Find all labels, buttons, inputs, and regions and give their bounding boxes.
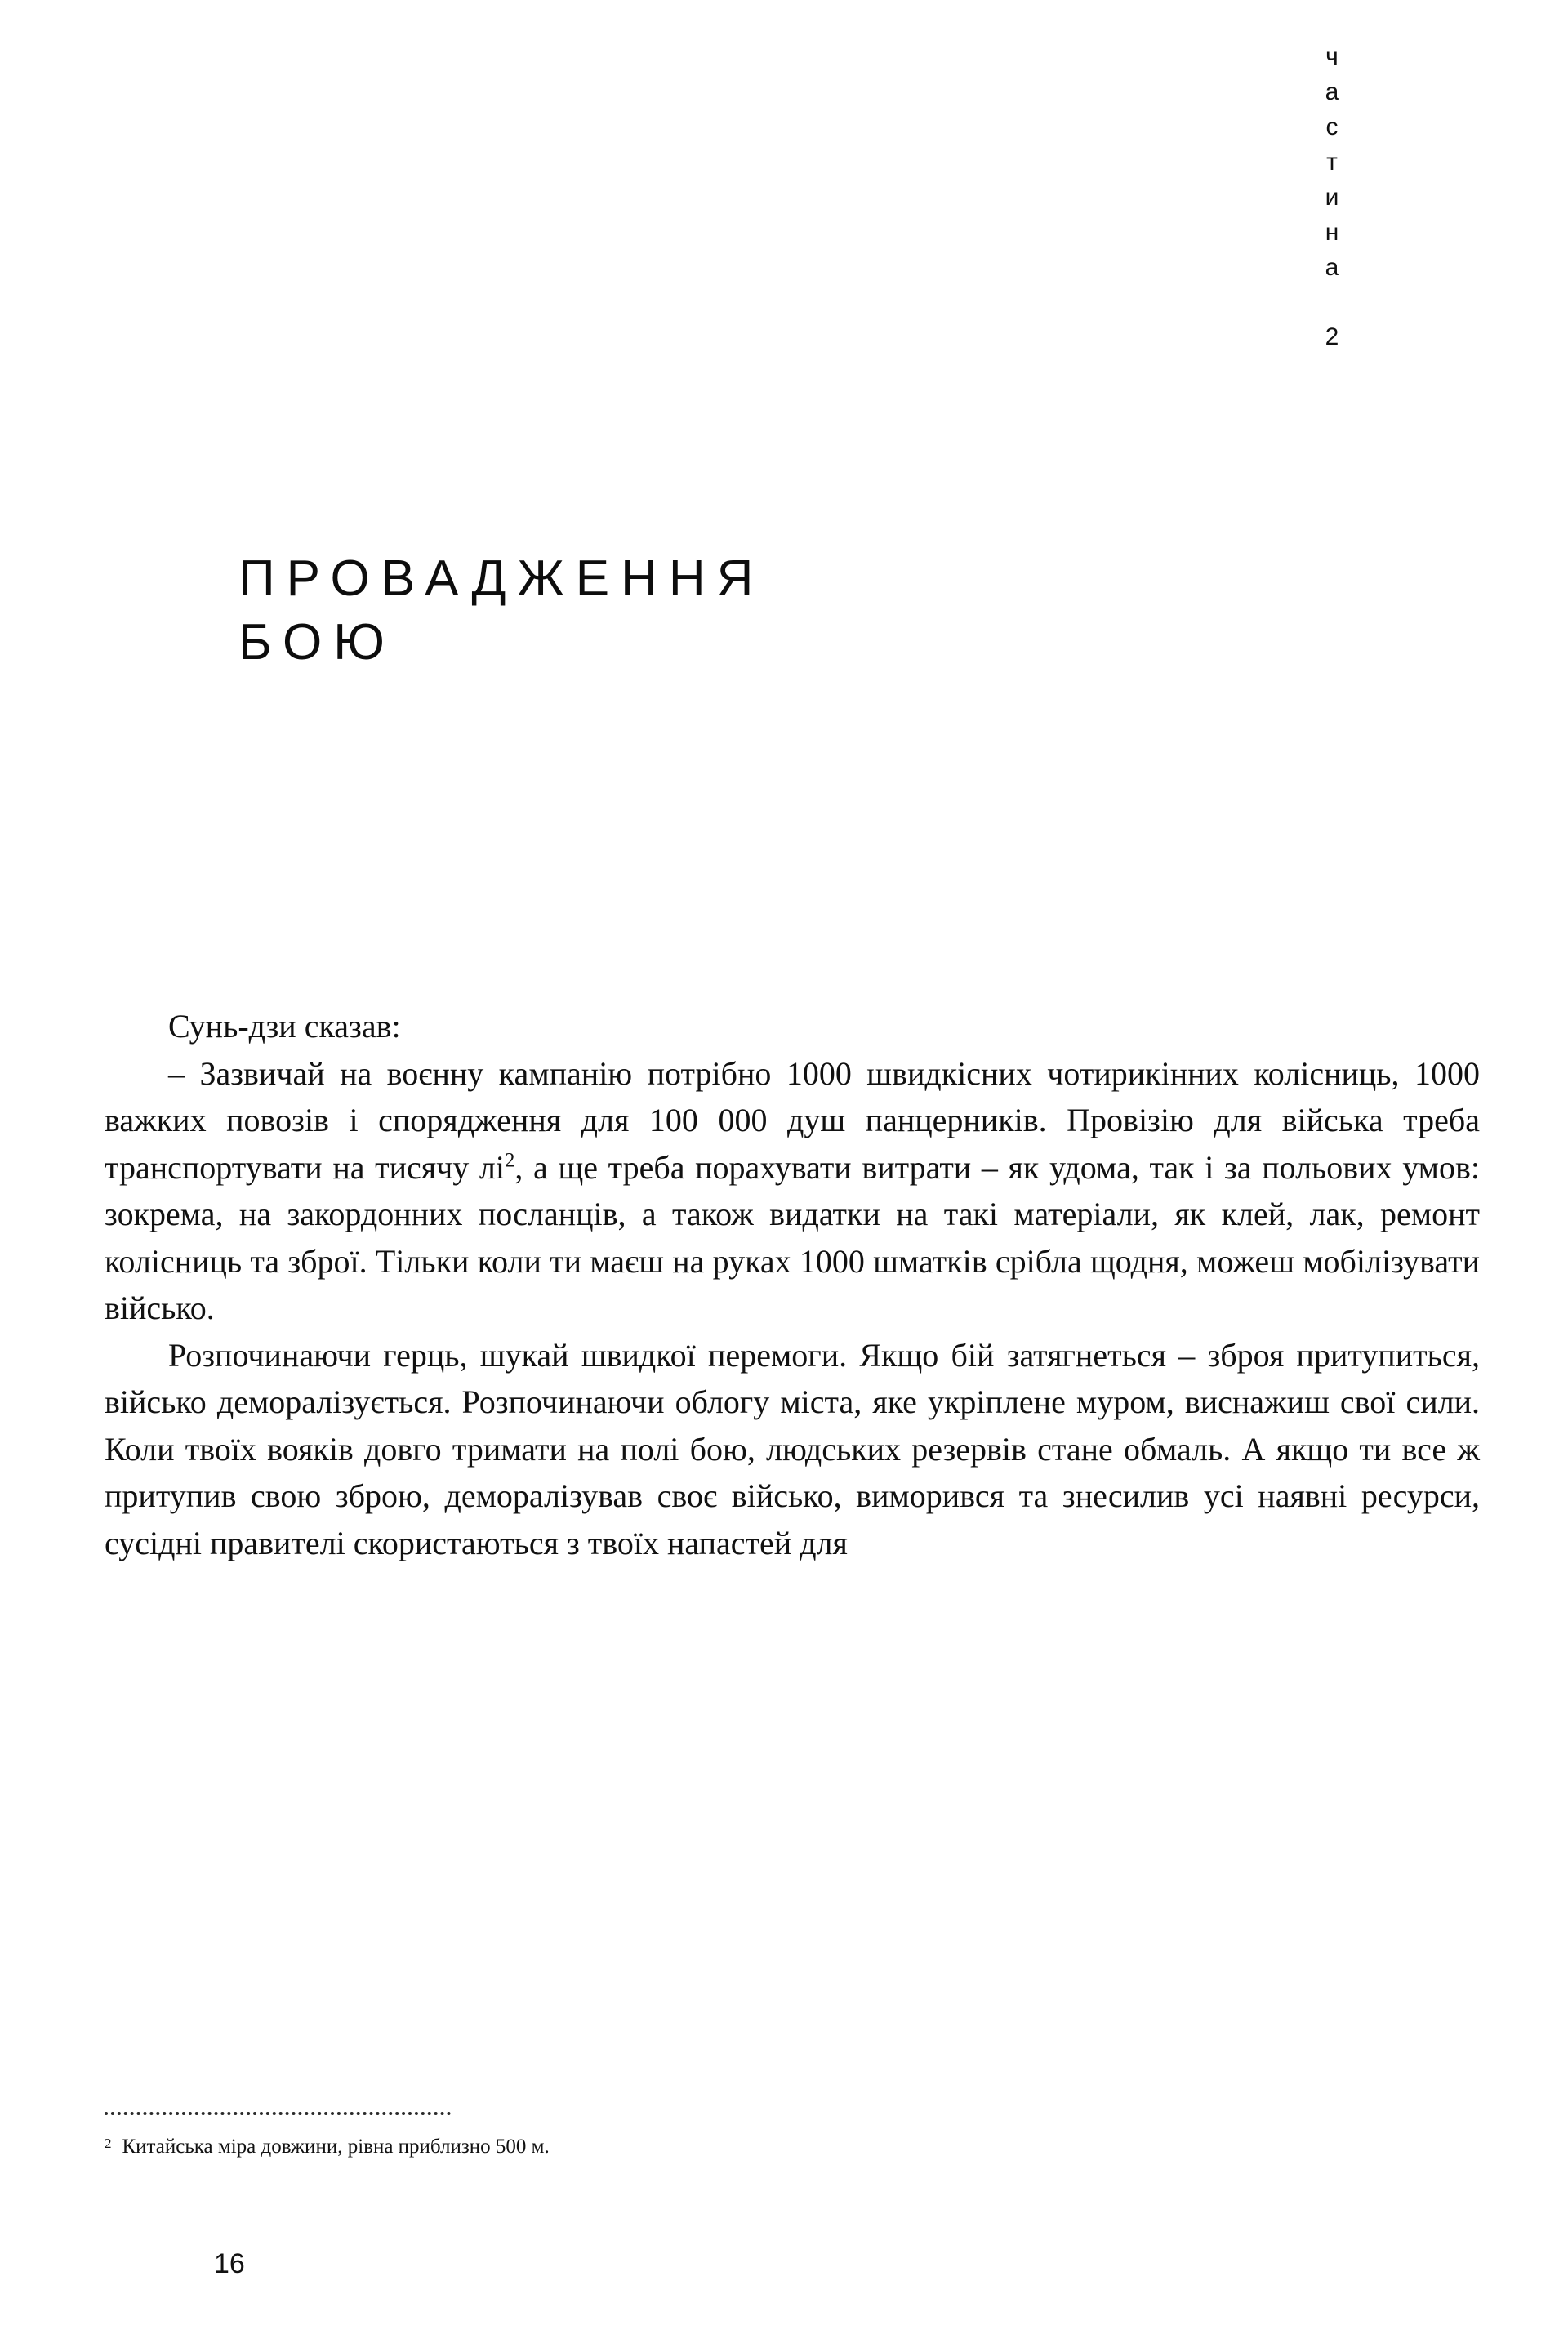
part-number: 2 [1325, 323, 1339, 350]
part-marker-word [1325, 39, 1339, 285]
footnote-area [105, 2112, 1480, 2161]
footnote-number: 2 [105, 2136, 112, 2151]
part-marker-letter: ч [1325, 43, 1339, 70]
paragraph-main-part-a: – Зазвичай на воєнну кампанію потрібно 1000 швидкісних чотирикінних колісниць, 1000 важких повозів і спорядження для 100 000 душ панцерників. Провізію для війська треба транспортувати на тисячу лі [105, 1054, 1480, 1186]
part-marker-letter: с [1325, 114, 1339, 140]
page-number: 16 [214, 2248, 245, 2279]
paragraph-speaker: Сунь-дзи сказав: [168, 1008, 401, 1045]
part-marker-letter: а [1325, 78, 1339, 105]
footnote-item [105, 2133, 1480, 2161]
footnote-reference[interactable]: 2 [505, 1149, 515, 1172]
part-marker-letter: и [1325, 184, 1339, 211]
part-marker-letter: а [1325, 254, 1339, 281]
chapter-title [238, 547, 1202, 675]
part-marker-letter: т [1326, 149, 1338, 176]
body-text [105, 1003, 1480, 1566]
chapter-title-line: БОЮ [238, 613, 396, 670]
part-marker [1295, 39, 1369, 354]
part-marker-letter: н [1325, 219, 1339, 246]
footnote-separator [105, 2112, 451, 2115]
paragraph-main-part-b: , а ще треба порахувати витрати – як удома, так і за польових умов: зокрема, на закордонних посланців, а також видатки на такі матеріали, як клей, лак, ремонт колісниць та зброї. Тільки коли ти маєш на руках 1000 шматків срібла щодня, можеш мобілізувати військо. [105, 1148, 1480, 1326]
paragraph-secondary: Розпочинаючи герць, шукай швидкої перемоги. Якщо бій затягнеться – зброя притупиться, військо деморалізується. Розпочинаючи облогу міста, яке укріплене муром, виснажиш свої сили. Коли твоїх вояків довго тримати на полі бою, людських резервів стане обмаль. А якщо ти все ж притупив свою зброю, деморалізував своє військо, виморився та знесилив усі наявні ресурси, сусідні правителі скористаються з твоїх напастей для [105, 1336, 1480, 1561]
chapter-title-line: ПРОВАДЖЕННЯ [238, 550, 765, 607]
paragraph-main [105, 1050, 1480, 1332]
footnote-text: Китайська міра довжини, рівна приблизно 500 м. [122, 2136, 550, 2158]
